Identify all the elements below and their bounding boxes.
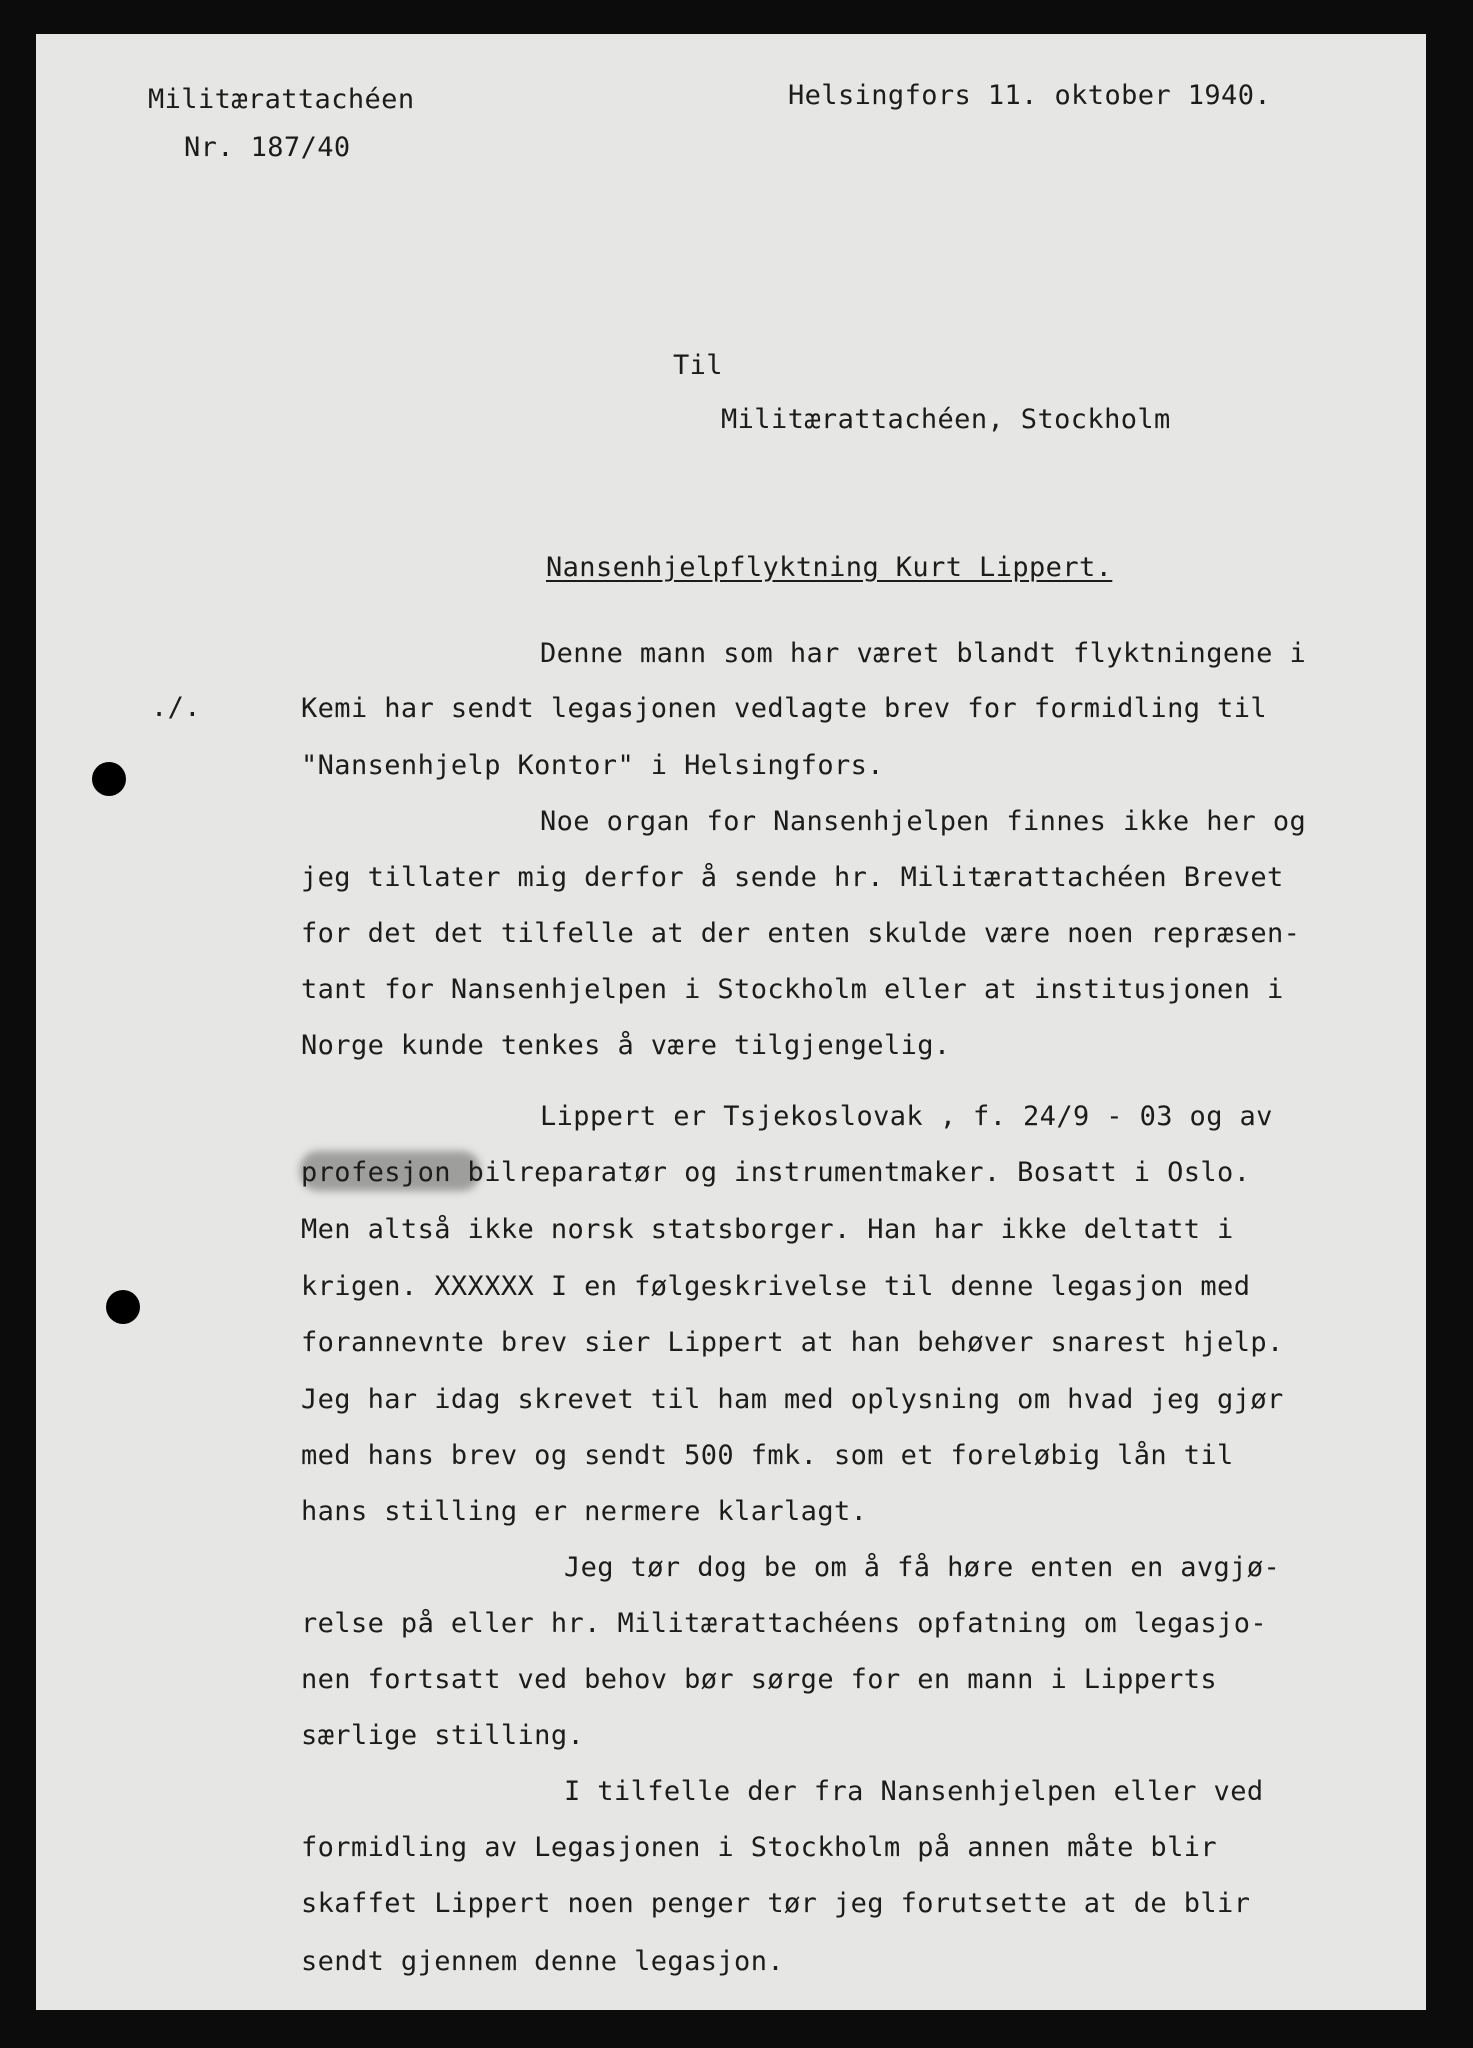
body-line: Men altså ikke norsk statsborger. Han har ikke deltatt i — [301, 1214, 1234, 1245]
body-line: Lippert er Tsjekoslovak , f. 24/9 - 03 og av — [540, 1101, 1273, 1132]
body-line: Jeg har idag skrevet til ham med oplysning om hvad jeg gjør — [301, 1384, 1284, 1415]
body-line: særlige stilling. — [301, 1720, 585, 1751]
body-line: Noe organ for Nansenhjelpen finnes ikke her og — [540, 806, 1307, 837]
body-line: profesjon bilreparatør og instrumentmaker. Bosatt i Oslo. — [301, 1157, 1251, 1188]
body-line: tant for Nansenhjelpen i Stockholm eller at institusjonen i — [301, 974, 1284, 1005]
body-line: hans stilling er nermere klarlagt. — [301, 1496, 868, 1527]
letter-page — [36, 34, 1426, 2010]
body-line: sendt gjennem denne legasjon. — [301, 1946, 785, 1977]
body-line: Denne mann som har været blandt flyktningene i — [540, 638, 1307, 669]
subject-line: Nansenhjelpflyktning Kurt Lippert. — [546, 552, 1113, 583]
punch-hole-bottom — [106, 1290, 140, 1324]
body-line: forannevnte brev sier Lippert at han behøver snarest hjelp. — [301, 1327, 1284, 1358]
body-line: med hans brev og sendt 500 fmk. som et foreløbig lån til — [301, 1440, 1234, 1471]
punch-hole-top — [92, 762, 126, 796]
enclosure-mark: ./. — [151, 692, 201, 723]
body-line: skaffet Lippert noen penger tør jeg forutsette at de blir — [301, 1888, 1251, 1919]
body-line: formidling av Legasjonen i Stockholm på annen måte blir — [301, 1832, 1218, 1863]
body-line: Jeg tør dog be om å få høre enten en avgjø- — [564, 1552, 1281, 1583]
reference-number: Nr. 187/40 — [184, 132, 351, 163]
body-line: for det det tilfelle at der enten skulde være noen repræsen- — [301, 918, 1301, 949]
body-line: Kemi har sendt legasjonen vedlagte brev for formidling til — [301, 693, 1268, 724]
body-line: nen fortsatt ved behov bør sørge for en mann i Lipperts — [301, 1664, 1218, 1695]
recipient-to: Til — [673, 350, 723, 381]
body-line: jeg tillater mig derfor å sende hr. Militærattachéen Brevet — [301, 862, 1284, 893]
place-date: Helsingfors 11. oktober 1940. — [788, 80, 1272, 111]
recipient-addressee: Militærattachéen, Stockholm — [721, 404, 1171, 435]
body-line: relse på eller hr. Militærattachéens opfatning om legasjo- — [301, 1608, 1268, 1639]
body-line: I tilfelle der fra Nansenhjelpen eller ved — [564, 1776, 1264, 1807]
body-line: krigen. XXXXXX I en følgeskrivelse til denne legasjon med — [301, 1271, 1251, 1302]
body-line: "Nansenhjelp Kontor" i Helsingfors. — [301, 750, 884, 781]
body-line: Norge kunde tenkes å være tilgjengelig. — [301, 1030, 951, 1061]
sender-line: Militærattachéen — [148, 84, 415, 115]
